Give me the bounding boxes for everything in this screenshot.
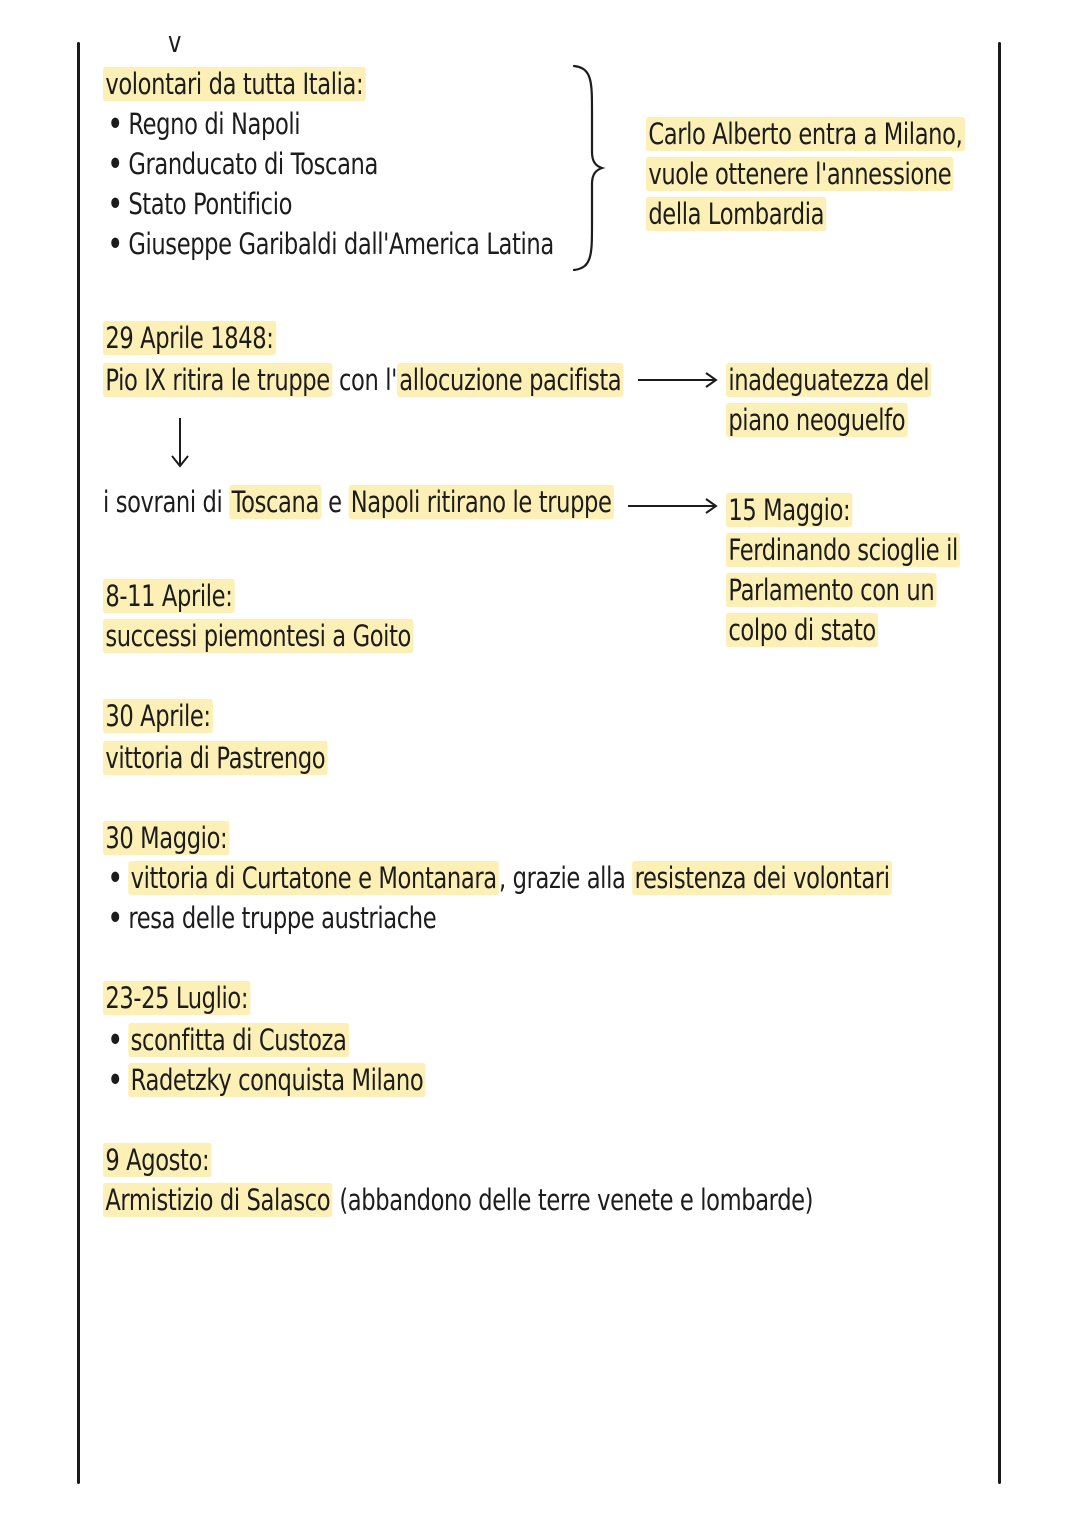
list-item: • vittoria di Curtatone e Montanara, grazie alla resistenza dei volontari [108, 858, 892, 898]
volunteers-heading: volontari da tutta Italia: [103, 64, 366, 104]
date-heading: 23-25 Luglio: [103, 978, 250, 1018]
date-heading: 8-11 Aprile: [103, 576, 235, 616]
carlo-alberto-line: Carlo Alberto entra a Milano, [646, 114, 965, 154]
sovereigns-line: i sovrani di Toscana e Napoli ritirano le truppe [103, 482, 614, 522]
ferdinando-line: Parlamento con un [726, 570, 937, 610]
goito-line: successi piemontesi a Goito [103, 616, 413, 656]
inadequacy-line: piano neoguelfo [726, 400, 907, 440]
left-margin-line [77, 42, 80, 1484]
list-item: • sconfitta di Custoza [108, 1020, 349, 1060]
arrow-right-icon [636, 368, 722, 392]
date-heading: 30 Aprile: [103, 696, 213, 736]
ferdinando-line: colpo di stato [726, 610, 878, 650]
list-item: • resa delle truppe austriache [108, 901, 437, 935]
caret-mark: v [168, 25, 182, 59]
list-item: • Radetzky conquista Milano [108, 1060, 426, 1100]
ferdinando-line: Ferdinando scioglie il [726, 530, 960, 570]
date-heading: 15 Maggio: [726, 490, 853, 530]
list-item: • Regno di Napoli [108, 107, 301, 141]
arrow-right-icon [626, 494, 722, 518]
arrow-down-icon [168, 416, 192, 472]
list-item: • Stato Pontificio [108, 187, 293, 221]
date-heading: 9 Agosto: [103, 1140, 212, 1180]
date-heading: 30 Maggio: [103, 818, 230, 858]
pastrengo-line: vittoria di Pastrengo [103, 738, 328, 778]
right-margin-line [998, 42, 1001, 1484]
date-heading: 29 Aprile 1848: [103, 318, 276, 358]
carlo-alberto-line: della Lombardia [646, 194, 826, 234]
salasco-line: Armistizio di Salasco (abbandono delle terre venete e lombarde) [103, 1180, 813, 1220]
curly-brace-icon [570, 62, 604, 274]
list-item: • Granducato di Toscana [108, 147, 378, 181]
inadequacy-line: inadeguatezza del [726, 360, 932, 400]
list-item: • Giuseppe Garibaldi dall'America Latina [108, 227, 554, 261]
carlo-alberto-line: vuole ottenere l'annessione [646, 154, 954, 194]
pio-ix-line: Pio IX ritira le truppe con l'allocuzione pacifista [103, 360, 624, 400]
